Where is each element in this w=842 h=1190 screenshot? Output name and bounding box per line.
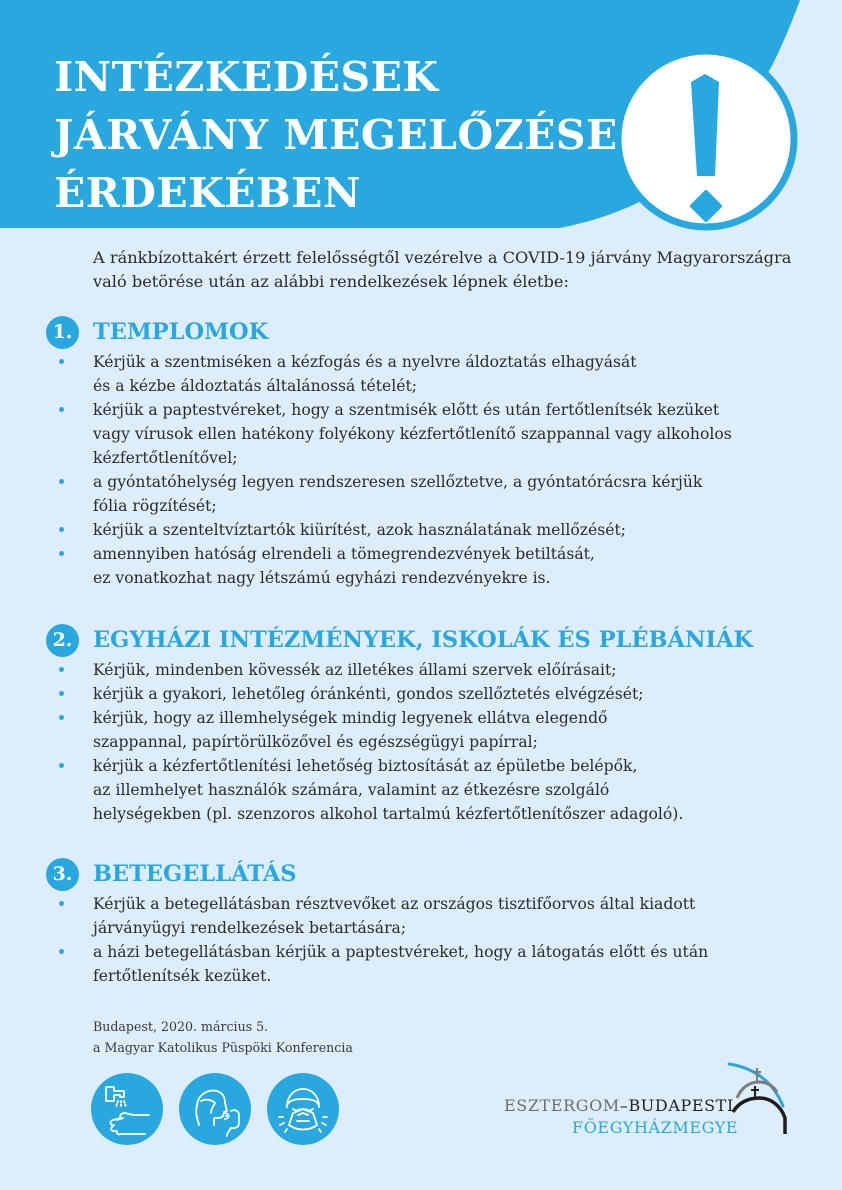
section-title: TEMPLOMOK: [93, 319, 269, 345]
bullet-icon: [59, 407, 64, 412]
cough-into-hand-icon: [179, 1073, 251, 1145]
hand-washing-icon: [91, 1073, 163, 1145]
logo-text-separator: –: [619, 1096, 629, 1115]
archdiocese-logo: [500, 1060, 800, 1140]
title-line: INTÉZKEDÉSEK: [54, 53, 439, 101]
page-title: [54, 48, 618, 222]
section-list: [46, 892, 806, 988]
exclamation-icon: [613, 46, 799, 232]
list-item: [46, 542, 806, 590]
bullet-icon: [59, 667, 64, 672]
cathedral-dome-logo-icon: [725, 1060, 795, 1140]
item-line: az illemhelyet használók számára, valamint az étkezésre szolgáló: [93, 781, 610, 799]
list-item: [46, 754, 806, 826]
logo-text-line1: [504, 1096, 734, 1115]
list-item: [46, 892, 806, 940]
item-line: fólia rögzítését;: [93, 497, 217, 515]
signature: [93, 1016, 353, 1058]
item-line: járványügyi rendelkezések betartására;: [93, 919, 407, 937]
section-betegellatas: [46, 858, 806, 988]
section-number-badge: 2.: [46, 624, 79, 657]
item-line: helységekben (pl. szenzoros alkohol tartalmú kézfertőtlenítőszer adagoló).: [93, 805, 684, 823]
intro-paragraph: [93, 246, 793, 294]
section-number-badge: 1.: [46, 316, 79, 349]
intro-line: való betörése után az alábbi rendelkezések lépnek életbe:: [93, 272, 569, 291]
list-item: [46, 518, 806, 542]
item-line: kérjük a gyakori, lehetőleg óránkénti, gondos szellőztetés elvégzését;: [93, 685, 644, 703]
item-line: fertőtlenítsék kezüket.: [93, 967, 272, 985]
bullet-icon: [59, 359, 64, 364]
item-line: Kérjük a szentmiséken a kézfogás és a nyelvre áldoztatás elhagyását: [93, 353, 637, 371]
item-line: ez vonatkozhat nagy létszámú egyházi rendezvényekre is.: [93, 569, 551, 587]
item-line: Kérjük, mindenben kövessék az illetékes állami szervek előírásait;: [93, 661, 617, 679]
bullet-icon: [59, 551, 64, 556]
item-line: a házi betegellátásban kérjük a paptestvéreket, hogy a látogatás előtt és után: [93, 943, 709, 961]
list-item: [46, 470, 806, 518]
item-line: a gyóntatóhelység legyen rendszeresen szellőztetve, a gyóntatórácsra kérjük: [93, 473, 703, 491]
bullet-icon: [59, 763, 64, 768]
list-item: [46, 682, 806, 706]
section-egyhazi-intezmenyek: [46, 624, 806, 826]
item-line: amennyiben hatóság elrendeli a tömegrendezvények betiltását,: [93, 545, 595, 563]
item-line: kérjük a szenteltvíztartók kiürítést, azok használatának mellőzését;: [93, 521, 626, 539]
bullet-icon: [59, 715, 64, 720]
intro-line: A ránkbízottakért érzett felelősségtől vezérelve a COVID-19 járvány Magyarországra: [93, 248, 792, 267]
section-templomok: [46, 316, 806, 590]
item-line: szappannal, papírtörülközővel és egészségügyi papírral;: [93, 733, 538, 751]
title-line: ÉRDEKÉBEN: [54, 169, 361, 217]
signature-place-date: Budapest, 2020. március 5.: [93, 1019, 269, 1034]
bullet-icon: [59, 949, 64, 954]
item-line: és a kézbe áldoztatás általánossá tételét;: [93, 377, 418, 395]
title-line: JÁRVÁNY MEGELŐZÉSE: [54, 111, 618, 159]
bullet-icon: [59, 527, 64, 532]
logo-text-line2: FŐEGYHÁZMEGYE: [572, 1118, 739, 1137]
item-line: kérjük a paptestvéreket, hogy a szentmisék előtt és után fertőtlenítsék kezüket: [93, 401, 720, 419]
section-list: [46, 658, 806, 826]
bullet-icon: [59, 901, 64, 906]
section-list: [46, 350, 806, 590]
bullet-icon: [59, 479, 64, 484]
item-line: Kérjük a betegellátásban résztvevőket az országos tisztifőorvos által kiadott: [93, 895, 696, 913]
section-title: EGYHÁZI INTÉZMÉNYEK, ISKOLÁK ÉS PLÉBÁNIÁK: [93, 627, 754, 653]
list-item: [46, 658, 806, 682]
list-item: [46, 706, 806, 754]
item-line: kézfertőtlenítővel;: [93, 449, 238, 467]
item-line: kérjük a kézfertőtlenítési lehetőség biztosítását az épületbe belépők,: [93, 757, 638, 775]
section-title: BETEGELLÁTÁS: [93, 861, 297, 887]
item-line: vagy vírusok ellen hatékony folyékony kézfertőtlenítő szappannal vagy alkoholos: [93, 425, 732, 443]
logo-text-budapesti: BUDAPESTI: [628, 1096, 734, 1115]
list-item: [46, 350, 806, 398]
list-item: [46, 398, 806, 470]
signature-author: a Magyar Katolikus Püspöki Konferencia: [93, 1040, 353, 1055]
bullet-icon: [59, 691, 64, 696]
item-line: kérjük, hogy az illemhelységek mindig legyenek ellátva elegendő: [93, 709, 608, 727]
face-mask-icon: [267, 1073, 339, 1145]
logo-text-esztergom: ESZTERGOM: [504, 1096, 620, 1115]
section-number-badge: 3.: [46, 858, 79, 891]
list-item: [46, 940, 806, 988]
